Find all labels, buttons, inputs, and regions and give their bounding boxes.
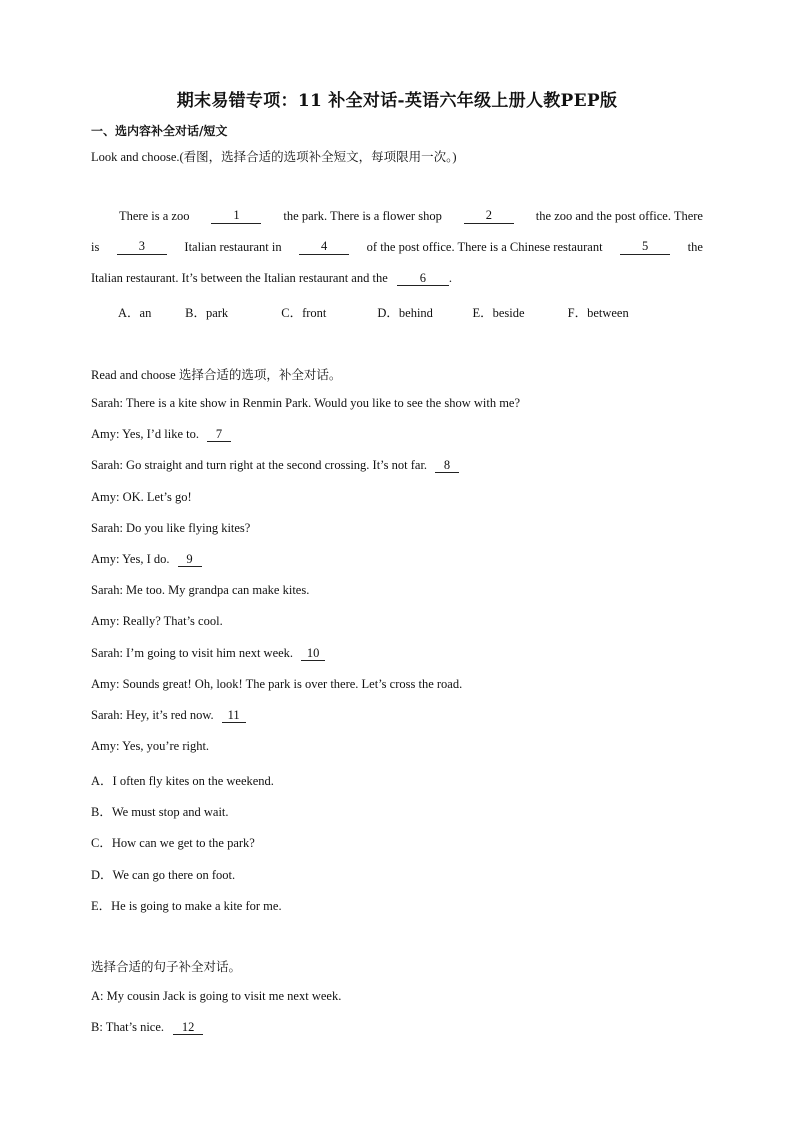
blank-9[interactable]: 9 — [178, 553, 202, 567]
dialogue-line — [91, 396, 520, 411]
answer-option[interactable]: D．We can go there on foot. — [91, 867, 236, 882]
part3-instruction: 选择合适的句子补全对话。 — [91, 960, 242, 974]
blank-6[interactable]: 6 — [397, 272, 449, 286]
dialogue-line — [91, 614, 223, 629]
dialogue-text: Amy: Sounds great! Oh, look! The park is over there. Let’s cross the road. — [91, 676, 463, 691]
dialogue-text: Sarah: Go straight and turn right at the second crossing. It’s not far. — [91, 458, 428, 473]
passage-text: the — [687, 240, 703, 254]
dialogue-line — [91, 521, 250, 536]
blank-7[interactable]: 7 — [207, 428, 231, 442]
page-title: 期末易错专项：11 补全对话-英语六年级上册人教PEP版 — [176, 91, 618, 111]
passage-text: Italian restaurant in — [184, 240, 282, 254]
blank-4[interactable]: 4 — [299, 240, 349, 255]
passage-row-1 — [91, 209, 703, 224]
passage-text: . — [448, 271, 452, 285]
option-f[interactable]: F．between — [567, 306, 629, 320]
blank-8[interactable]: 8 — [435, 459, 459, 473]
dialogue-text: Amy: Yes, I do. — [91, 552, 170, 566]
part1-instruction: Look and choose.(看图，选择合适的选项补全短文，每项限用一次。) — [91, 150, 457, 164]
dialogue-line — [91, 677, 462, 692]
dialogue-text: Sarah: Do you like flying kites? — [91, 520, 251, 535]
dialogue-line — [91, 1020, 203, 1035]
dialogue-text: B: That’s nice. — [91, 1020, 165, 1034]
section-heading: 一、选内容补全对话/短文 — [91, 124, 228, 138]
option-d[interactable]: D．behind — [377, 306, 433, 320]
dialogue-line — [91, 583, 309, 598]
blank-11[interactable]: 11 — [222, 709, 246, 723]
option-e[interactable]: E．beside — [472, 306, 525, 320]
dialogue-text: Amy: Yes, I’d like to. — [91, 427, 199, 442]
passage-text: the zoo and the post office. There — [535, 209, 703, 223]
dialogue-line: A: My cousin Jack is going to visit me next week. — [91, 989, 342, 1003]
option-a[interactable]: A．an — [118, 306, 152, 320]
dialogue-text: Sarah: There is a kite show in Renmin Park. Would you like to see the show with me? — [91, 396, 521, 410]
part2-instruction: Read and choose 选择合适的选项，补全对话。 — [91, 368, 342, 382]
answer-option[interactable]: A．I often fly kites on the weekend. — [91, 774, 274, 788]
blank-5[interactable]: 5 — [620, 240, 670, 255]
answer-option[interactable]: B．We must stop and wait. — [91, 805, 229, 820]
answer-option[interactable]: C．How can we get to the park? — [91, 836, 255, 851]
dialogue-line — [91, 458, 459, 473]
option-b[interactable]: B．park — [185, 306, 229, 320]
blank-12[interactable]: 12 — [173, 1021, 203, 1035]
passage-row-2 — [91, 240, 703, 255]
dialogue-line — [91, 646, 325, 661]
dialogue-text: Sarah: Me too. My grandpa can make kites. — [91, 583, 310, 598]
dialogue-text: Sarah: I’m going to visit him next week. — [91, 645, 294, 660]
dialogue-text: Amy: Yes, you’re right. — [91, 739, 210, 754]
passage-text: Italian restaurant. It’s between the Italian restaurant and the — [91, 271, 388, 285]
dialogue-text: Amy: Really? That’s cool. — [91, 614, 223, 629]
blank-3[interactable]: 3 — [117, 240, 167, 255]
dialogue-text: Amy: OK. Let’s go! — [91, 489, 192, 504]
passage-text: is — [91, 240, 100, 254]
dialogue-line — [91, 427, 231, 442]
passage-text: the park. There is a flower shop — [283, 209, 442, 223]
options-row — [118, 303, 629, 321]
option-c[interactable]: C．front — [281, 306, 327, 320]
answer-option[interactable]: E．He is going to make a kite for me. — [91, 898, 282, 913]
blank-2[interactable]: 2 — [464, 209, 514, 224]
passage-text: There is a zoo — [119, 209, 190, 223]
dialogue-line — [91, 739, 209, 754]
blank-10[interactable]: 10 — [301, 647, 325, 661]
blank-1[interactable]: 1 — [211, 209, 261, 224]
dialogue-line — [91, 708, 246, 723]
passage-row-3 — [91, 271, 452, 286]
dialogue-line — [91, 490, 192, 505]
dialogue-text: Sarah: Hey, it’s red now. — [91, 708, 214, 722]
passage-text: of the post office. There is a Chinese restaurant — [366, 240, 603, 254]
dialogue-line — [91, 552, 202, 567]
